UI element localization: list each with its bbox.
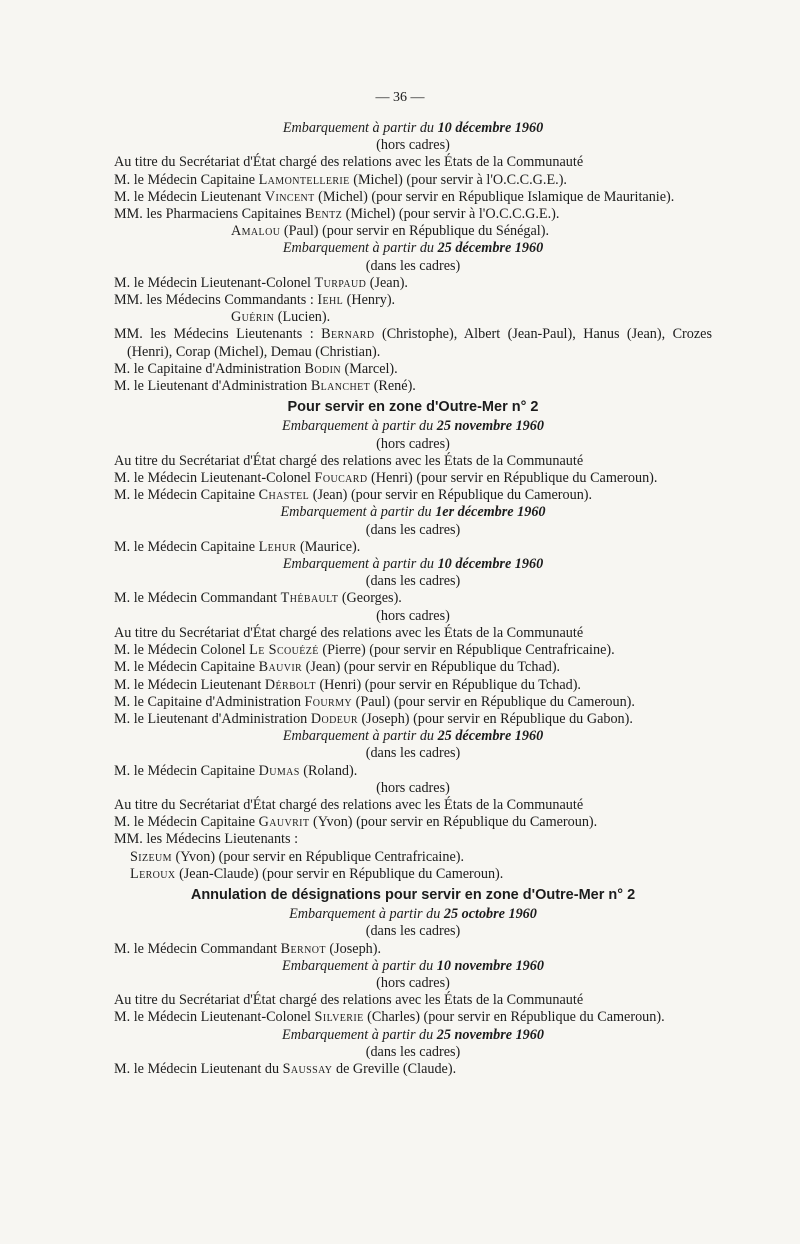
entry-rank: M. le Lieutenant d'Administration [114, 378, 311, 395]
entry-surname: Blanchet [310, 378, 371, 395]
assignment-entry [114, 326, 712, 360]
embarkation-date: 25 novembre 1960 [436, 418, 544, 435]
embarkation-date-heading [114, 120, 712, 137]
entry-rank: M. le Capitaine d'Administration [114, 693, 305, 710]
embarkation-date-heading [114, 556, 712, 573]
entry-surname: Bodin [304, 360, 341, 377]
embarkation-date: 10 novembre 1960 [436, 957, 544, 974]
entry-surname: Bernot [280, 940, 326, 957]
entry-surname: Amalou [231, 223, 281, 240]
embarkation-date: 1er décembre 1960 [435, 504, 546, 521]
entry-surname: Dérbolt [264, 676, 316, 693]
cadre-status: (dans les cadres) [365, 1043, 461, 1060]
authority-line: Au titre du Secrétariat d'État chargé des relations avec les États de la Communauté [114, 452, 584, 469]
entry-details: (Michel) (pour servir en République Islamique de Mauritanie). [314, 188, 675, 205]
entry-rank: M. le Médecin Capitaine [114, 487, 259, 504]
entry-details: (Henri) (pour servir en République du Tchad). [315, 676, 581, 693]
assignment-entry [114, 539, 712, 556]
entry-surname: Sizeum [130, 848, 172, 865]
entry-rank: M. le Médecin Lieutenant [114, 188, 265, 205]
assignment-entry [130, 866, 712, 883]
entry-surname: Iehl [317, 292, 344, 309]
entry-rank: M. le Médecin Lieutenant-Colonel [114, 470, 315, 487]
entry-surname: Chastel [258, 487, 310, 504]
assignment-entry [114, 1009, 712, 1026]
entry-rank: M. le Médecin Capitaine [114, 814, 259, 831]
entry-details: (Pierre) (pour servir en République Centrafricaine). [318, 642, 615, 659]
entry-details: (Marcel). [340, 360, 398, 377]
section-heading: Annulation de désignations pour servir en zone d'Outre-Mer n° 2 [190, 886, 636, 903]
entry-surname: Le Scouézé [249, 642, 319, 659]
assignment-entry [114, 677, 712, 694]
entry-details: (René). [370, 378, 416, 395]
entry-details: (Yvon) (pour servir en République Centrafricaine). [171, 848, 465, 865]
cadre-status: (dans les cadres) [365, 745, 461, 762]
assignment-entry [114, 814, 712, 831]
entry-rank: M. le Médecin Colonel [114, 642, 250, 659]
entry-rank: M. le Médecin Lieutenant-Colonel [114, 1009, 315, 1026]
assignment-entry [231, 223, 712, 240]
embarkation-date-heading [114, 504, 712, 521]
entry-rank: MM. les Pharmaciens Capitaines [114, 206, 306, 223]
entry-details: (Charles) (pour servir en République du Cameroun). [363, 1009, 665, 1026]
entry-surname: Dumas [258, 762, 300, 779]
assignment-entry [114, 711, 712, 728]
entry-details: (Jean-Claude) (pour servir en République du Cameroun). [175, 865, 504, 882]
entry-details: (Paul) (pour servir en République du Cameroun). [352, 693, 635, 710]
entry-rank: M. le Médecin Capitaine [114, 659, 259, 676]
entry-details: (Christophe), Albert (Jean-Paul), Hanus (Jean), Crozes (Henri), Corap (Michel), Demau (Christian). [127, 326, 712, 360]
entry-rank: MM. les Médecins Commandants : [114, 292, 318, 309]
authority-line: Au titre du Secrétariat d'État chargé des relations avec les États de la Communauté [114, 992, 584, 1009]
entry-surname: Vincent [264, 188, 315, 205]
embarkation-label: Embarquement à partir du [282, 1026, 437, 1043]
assignment-entry [130, 849, 712, 866]
assignment-entry [114, 189, 712, 206]
assignment-entry [114, 831, 712, 848]
cadre-status: (dans les cadres) [365, 521, 461, 538]
document-body [114, 120, 712, 1078]
entry-surname: Leroux [130, 865, 176, 882]
cadre-status: (hors cadres) [376, 779, 450, 796]
entry-details: (Maurice). [296, 538, 361, 555]
authority-line: Au titre du Secrétariat d'État chargé des relations avec les États de la Communauté [114, 624, 584, 641]
entry-rank: M. le Médecin Commandant [114, 940, 281, 957]
embarkation-label: Embarquement à partir du [280, 504, 436, 521]
entry-details: (Michel) (pour servir à l'O.C.C.G.E.). [349, 171, 567, 188]
entry-details: (Jean). [366, 274, 408, 291]
embarkation-label: Embarquement à partir du [289, 906, 444, 923]
embarkation-label: Embarquement à partir du [282, 556, 438, 573]
entry-surname: Thébault [280, 590, 339, 607]
embarkation-label: Embarquement à partir du [282, 957, 437, 974]
cadre-status: (hors cadres) [376, 137, 450, 154]
embarkation-date-heading [114, 906, 712, 923]
entry-details: (Roland). [299, 762, 358, 779]
assignment-entry [114, 378, 712, 395]
entry-rank: M. le Médecin Capitaine [114, 762, 259, 779]
embarkation-date-heading [114, 958, 712, 975]
assignment-entry [114, 275, 712, 292]
entry-surname: Lehur [258, 538, 297, 555]
entry-surname: Fourmy [304, 693, 353, 710]
embarkation-date: 10 décembre 1960 [437, 120, 544, 136]
entry-details: (Joseph) (pour servir en République du Gabon). [357, 710, 633, 727]
entry-details: (Henri) (pour servir en République du Cameroun). [367, 470, 658, 487]
entry-details: (Joseph). [325, 940, 382, 957]
assignment-entry [114, 172, 712, 189]
entry-details: (Michel) (pour servir à l'O.C.C.G.E.). [342, 206, 560, 223]
entry-surname: Foucard [314, 470, 368, 487]
embarkation-label: Embarquement à partir du [282, 240, 438, 257]
entry-surname: Gauvrit [258, 814, 310, 831]
entry-details: de Greville (Claude). [332, 1060, 457, 1077]
assignment-entry [114, 1061, 712, 1078]
entry-details: (Paul) (pour servir en République du Sénégal). [280, 223, 550, 240]
entry-details: (Yvon) (pour servir en République du Cameroun). [309, 814, 598, 831]
entry-rank: M. le Médecin Lieutenant du [114, 1060, 283, 1077]
assignment-entry [114, 694, 712, 711]
embarkation-date-heading [114, 240, 712, 257]
embarkation-label: Embarquement à partir du [282, 728, 438, 745]
embarkation-label: Embarquement à partir du [282, 418, 437, 435]
embarkation-date-heading [114, 418, 712, 435]
cadre-status: (dans les cadres) [365, 573, 461, 590]
assignment-entry [114, 642, 712, 659]
entry-surname: Bauvir [258, 659, 303, 676]
entry-rank: M. le Lieutenant d'Administration [114, 710, 311, 727]
entry-surname: Lamontellerie [258, 171, 350, 188]
cadre-status: (hors cadres) [376, 607, 450, 624]
assignment-entry [114, 763, 712, 780]
assignment-entry [114, 487, 712, 504]
entry-details: (Henry). [343, 292, 396, 309]
entry-surname: Bernard [321, 326, 375, 343]
cadre-status: (dans les cadres) [365, 257, 461, 274]
entry-surname: Turpaud [314, 274, 367, 291]
embarkation-label: Embarquement à partir du [282, 120, 438, 136]
cadre-status: (dans les cadres) [365, 923, 461, 940]
entry-rank: MM. les Médecins Lieutenants : [114, 831, 299, 848]
embarkation-date: 25 octobre 1960 [443, 906, 537, 923]
assignment-entry [231, 309, 712, 326]
entry-details: (Jean) (pour servir en République du Cameroun). [309, 487, 593, 504]
assignment-entry [114, 361, 712, 378]
assignment-entry [114, 659, 712, 676]
entry-rank: M. le Médecin Lieutenant-Colonel [114, 274, 315, 291]
cadre-status: (hors cadres) [376, 974, 450, 991]
authority-line: Au titre du Secrétariat d'État chargé des relations avec les États de la Communauté [114, 154, 584, 171]
entry-rank: M. le Capitaine d'Administration [114, 360, 305, 377]
assignment-entry [114, 206, 712, 223]
embarkation-date-heading [114, 728, 712, 745]
entry-details: (Jean) (pour servir en République du Tchad). [302, 659, 561, 676]
embarkation-date: 25 décembre 1960 [437, 240, 544, 257]
embarkation-date-heading [114, 1027, 712, 1044]
entry-details: (Lucien). [274, 309, 331, 326]
embarkation-date: 10 décembre 1960 [437, 556, 544, 573]
authority-line: Au titre du Secrétariat d'État chargé des relations avec les États de la Communauté [114, 796, 584, 813]
section-heading: Pour servir en zone d'Outre-Mer n° 2 [287, 399, 539, 416]
entry-surname: Saussay [282, 1060, 333, 1077]
entry-surname: Guérin [231, 309, 275, 326]
assignment-entry [114, 941, 712, 958]
entry-rank: M. le Médecin Capitaine [114, 171, 259, 188]
entry-surname: Bentz [305, 206, 343, 223]
entry-rank: M. le Médecin Commandant [114, 590, 281, 607]
page-number: — 36 — [375, 90, 425, 105]
entry-rank: M. le Médecin Capitaine [114, 538, 259, 555]
entry-rank: M. le Médecin Lieutenant [114, 676, 265, 693]
entry-surname: Dodeur [310, 710, 358, 727]
assignment-entry [114, 590, 712, 607]
embarkation-date: 25 novembre 1960 [436, 1026, 544, 1043]
embarkation-date: 25 décembre 1960 [437, 728, 544, 745]
entry-details: (Georges). [338, 590, 402, 607]
assignment-entry [114, 470, 712, 487]
entry-surname: Silverie [314, 1009, 364, 1026]
cadre-status: (hors cadres) [376, 435, 450, 452]
assignment-entry [114, 292, 712, 309]
entry-rank: MM. les Médecins Lieutenants : [114, 326, 322, 343]
